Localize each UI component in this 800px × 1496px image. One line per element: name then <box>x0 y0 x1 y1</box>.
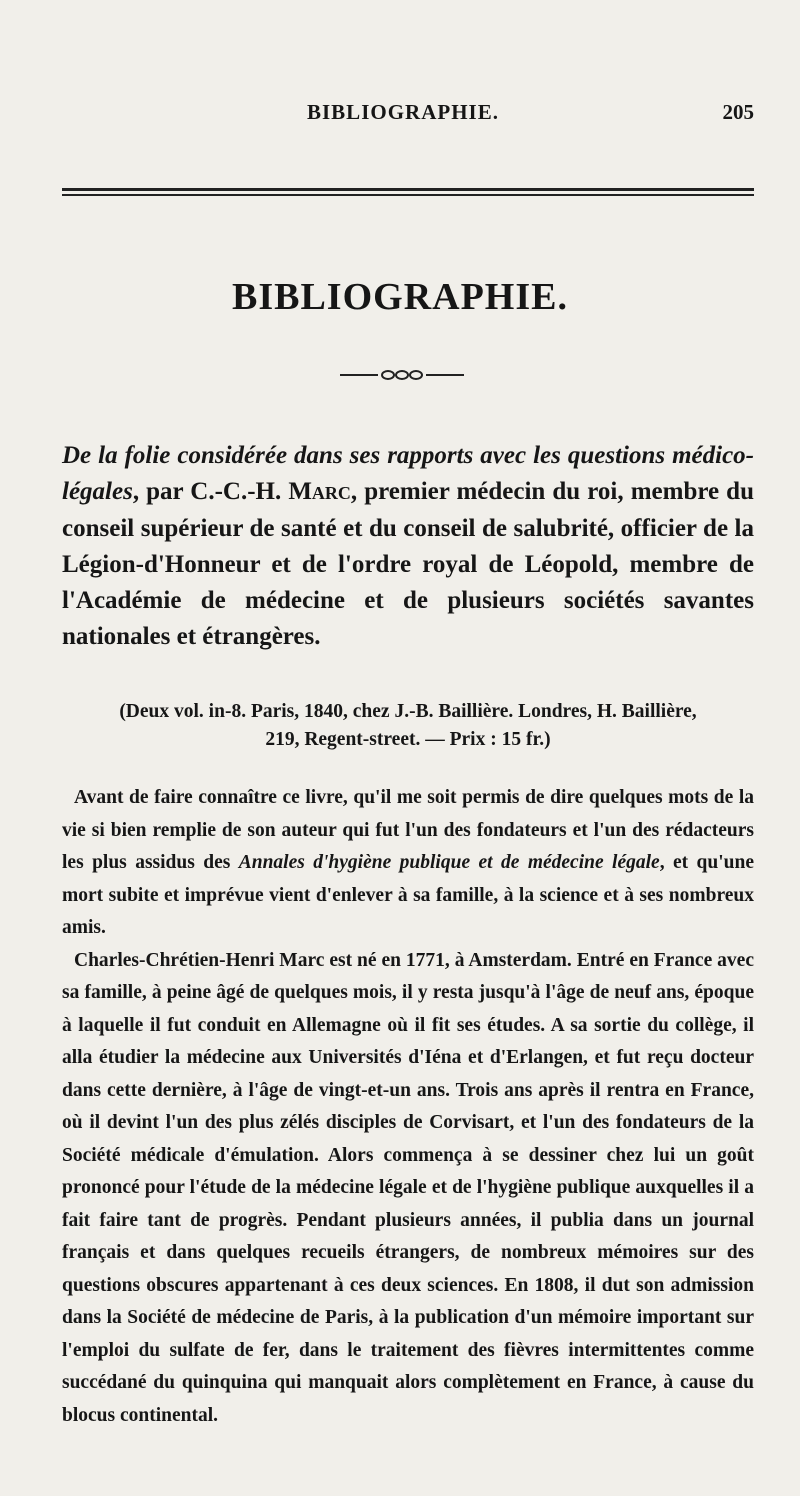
header-double-rule <box>62 188 754 198</box>
ornament-divider <box>338 366 466 384</box>
publication-line-1: (Deux vol. in-8. Paris, 1840, chez J.-B. Baillière. Londres, H. Baillière, <box>119 701 697 722</box>
section-title: BIBLIOGRAPHIE. <box>231 276 569 318</box>
journal-title: Annales d'hygiène publique et de médecine légale <box>238 852 660 873</box>
publication-line-2: 219, Regent-street. — Prix : 15 fr.) <box>265 729 551 750</box>
body-text <box>62 782 754 1432</box>
author-surname: Marc <box>288 478 351 506</box>
running-title: BIBLIOGRAPHIE. <box>307 100 499 124</box>
running-header <box>62 100 754 140</box>
author-initials: C.-C.-H. <box>190 478 289 506</box>
paragraph-1-part-b: , et qu'une mort subite et imprévue vient d'enlever à sa famille, à la science et à ses nombreux amis. <box>62 852 754 938</box>
rule-thick <box>62 188 754 191</box>
paragraph-1 <box>62 782 754 945</box>
publication-info <box>62 698 754 754</box>
page-number: 205 <box>722 100 754 124</box>
book-title-separator: , par <box>132 478 191 506</box>
rule-thin <box>62 194 754 196</box>
paragraph-2: Charles-Chrétien-Henri Marc est né en 1771, à Amsterdam. Entré en France avec sa famille, à peine âgé de quelques mois, il y resta jusqu'à l'âge de neuf ans, époque à laquelle il fut conduit en Allemagne où il fit ses études. A sa sortie du collège, il alla étudier la médecine aux Universités d'Iéna et d'Erlangen, et fut reçu docteur dans cette dernière, à l'âge de vingt-et-un ans. Trois ans après il rentra en France, où il devint l'un des plus zélés disciples de Corvisart, et l'un des fondateurs de la Société médicale d'émulation. Alors commença à se dessiner chez lui un goût prononcé pour l'étude de la médecine légale et de l'hygiène publique auxquelles il a fait faire tant de progrès. Pendant plusieurs années, il publia dans un journal français et dans quelques recueils étrangers, de nombreux mémoires sur des questions obscures appartenant à ces deux sciences. En 1808, il dut son admission dans la Société de médecine de Paris, à la publication d'un mémoire important sur l'emploi du sulfate de fer, dans le traitement des fièvres intermittentes comme succédané du quinquina qui manquait alors complètement en France, à cause du blocus continental. <box>62 949 754 1426</box>
book-entry-title <box>62 438 754 656</box>
author-description: , premier médecin du roi, membre du conseil supérieur de santé et du conseil de salubrité, officier de la Légion-d'Honneur et de l'ordre royal de Léopold, membre de l'Académie de médecine et de plusieurs sociétés savantes nationales et étrangères. <box>62 478 754 651</box>
paragraph-1-part-a: Avant de faire connaître ce livre, qu'il me soit permis de dire quelques mots de la vie si bien remplie de son auteur qui fut l'un des fondateurs et l'un des rédacteurs les plus assidus des <box>62 787 754 873</box>
book-title-italic: De la folie considérée dans ses rapports avec les questions médico-légales <box>62 442 754 506</box>
